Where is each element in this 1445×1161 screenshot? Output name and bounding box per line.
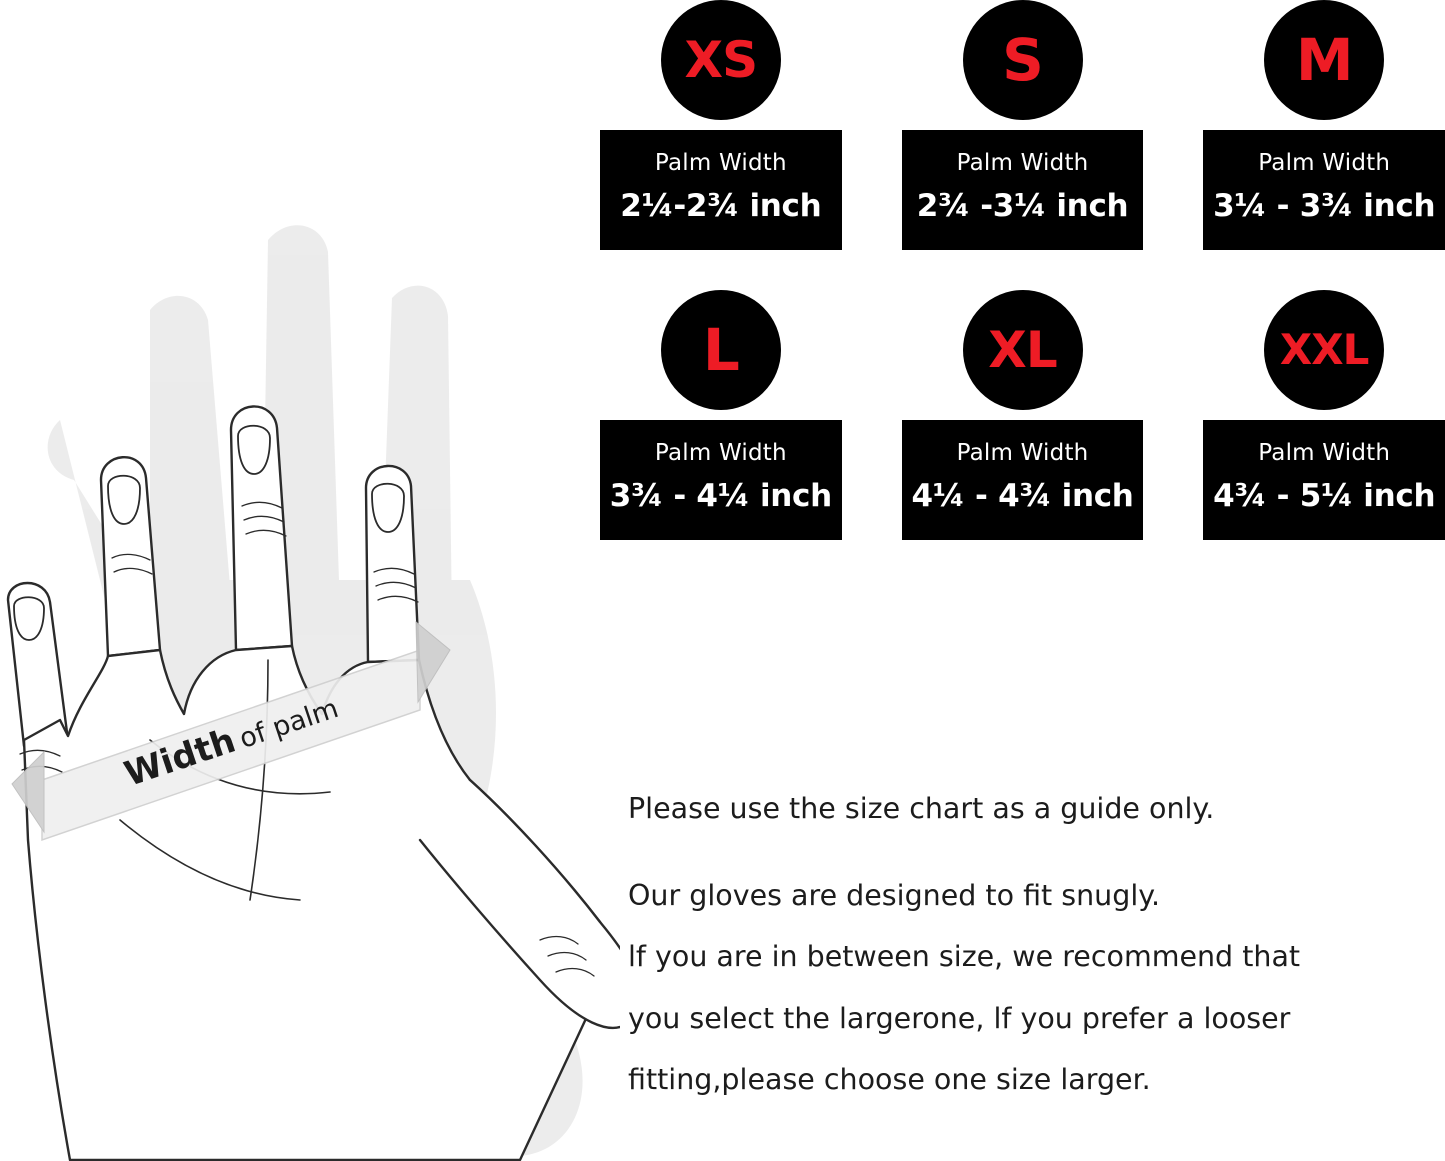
palm-width-value: 4¼ - 4¾ inch	[911, 478, 1134, 514]
note-line-4: you select the largerone, lf you prefer a looser	[628, 1001, 1291, 1035]
size-card-body	[1203, 130, 1445, 250]
size-badge-label: M	[1295, 26, 1353, 94]
measure-label-bold: Width	[119, 720, 241, 795]
size-badge-s	[963, 0, 1083, 120]
note-line-3: lf you are in between size, we recommend that	[628, 940, 1301, 973]
size-badge-m	[1264, 0, 1384, 120]
size-card-body	[902, 130, 1144, 250]
palm-width-value: 4¾ - 5¼ inch	[1213, 478, 1436, 514]
palm-width-value: 2¾ -3¼ inch	[916, 188, 1129, 224]
palm-width-value: 2¼-2¾ inch	[620, 188, 822, 224]
size-row-2	[600, 290, 1445, 540]
palm-width-title: Palm Width	[1258, 150, 1391, 176]
size-card-body	[600, 420, 842, 540]
size-badge-l	[661, 290, 781, 410]
size-badge-xxl	[1264, 290, 1384, 410]
size-card-m	[1203, 0, 1445, 250]
palm-width-title: Palm Width	[956, 440, 1089, 466]
note-line-1: Please use the size chart as a guide only.	[628, 792, 1215, 825]
sizing-notes	[628, 792, 1438, 1128]
size-card-xl	[902, 290, 1144, 540]
size-row-1	[600, 0, 1445, 250]
size-badge-xs	[661, 0, 781, 120]
size-badge-label: XXL	[1279, 325, 1369, 374]
size-card-body	[600, 130, 842, 250]
size-badge-label: L	[702, 316, 739, 384]
size-card-xxl	[1203, 290, 1445, 540]
size-chart	[600, 0, 1445, 562]
size-card-s	[902, 0, 1144, 250]
note-line-5: fitting,please choose one size larger.	[628, 1063, 1151, 1096]
palm-width-value: 3¾ - 4¼ inch	[609, 478, 832, 514]
size-badge-label: XL	[988, 321, 1057, 379]
size-card-l	[600, 290, 842, 540]
hand-diagram	[0, 180, 620, 1161]
palm-width-title: Palm Width	[1258, 440, 1391, 466]
size-badge-label: XS	[684, 31, 758, 89]
measure-label-light: of palm	[235, 693, 343, 755]
size-badge-xl	[963, 290, 1083, 410]
size-badge-label: S	[1002, 26, 1043, 94]
size-card-body	[1203, 420, 1445, 540]
size-card-xs	[600, 0, 842, 250]
palm-width-title: Palm Width	[654, 440, 787, 466]
palm-width-title: Palm Width	[654, 150, 787, 176]
palm-width-title: Palm Width	[956, 150, 1089, 176]
palm-width-value: 3¼ - 3¾ inch	[1213, 188, 1436, 224]
size-card-body	[902, 420, 1144, 540]
note-line-2: Our gloves are designed to fit snugly.	[628, 878, 1161, 912]
